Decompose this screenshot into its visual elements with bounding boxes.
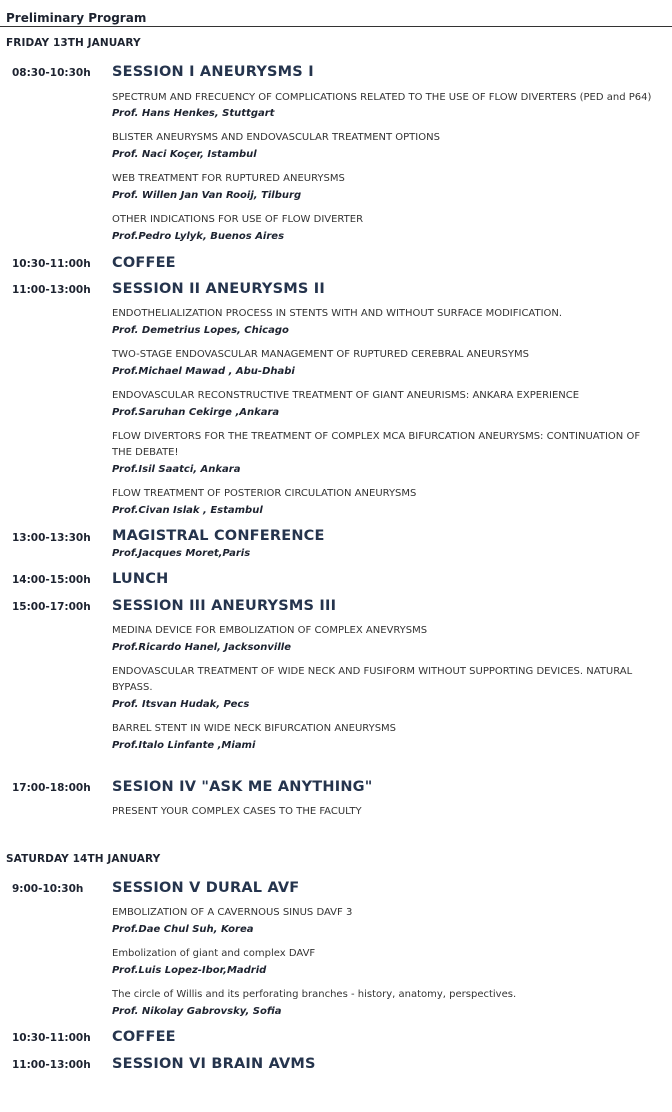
- session-heading: SESSION VI BRAIN AVMS: [112, 1056, 316, 1072]
- session-heading: SESSION III ANEURYSMS III: [112, 598, 337, 614]
- session-heading: SESSION V DURAL AVF: [112, 880, 300, 896]
- talk-speaker: Prof. Demetrius Lopes, Chicago: [112, 325, 289, 336]
- talk-speaker: Prof.Civan Islak , Estambul: [112, 505, 263, 516]
- talk-speaker: Prof.Ricardo Hanel, Jacksonville: [112, 642, 291, 653]
- talk-title: SPECTRUM AND FRECUENCY OF COMPLICATIONS RELATED TO THE USE OF FLOW DIVERTERS (PED and P64): [112, 92, 652, 103]
- talk-speaker: Prof. Naci Koçer, Istambul: [112, 149, 257, 160]
- session-heading: MAGISTRAL CONFERENCE: [112, 528, 325, 544]
- page-title: Preliminary Program: [6, 11, 147, 25]
- talk-title: BARREL STENT IN WIDE NECK BIFURCATION ANEURYSMS: [112, 723, 397, 734]
- talk-title: MEDINA DEVICE FOR EMBOLIZATION OF COMPLEX ANEVRYSMS: [112, 625, 428, 636]
- talk-title: FLOW DIVERTORS FOR THE TREATMENT OF COMPLEX MCA BIFURCATION ANEURYSMS: CONTINUATION OF THE DEBATE!: [112, 431, 641, 458]
- slot-time: 10:30-11:00h: [12, 258, 91, 270]
- slot-time: 11:00-13:00h: [12, 1059, 91, 1071]
- talk-speaker: Prof. Hans Henkes, Stuttgart: [112, 108, 275, 119]
- talk-speaker: Prof.Dae Chul Suh, Korea: [112, 924, 254, 935]
- talk-speaker: Prof.Michael Mawad , Abu-Dhabi: [112, 366, 295, 377]
- session-heading: SESSION II ANEURYSMS II: [112, 281, 325, 297]
- slot-time: 13:00-13:30h: [12, 532, 91, 544]
- talk-title: EMBOLIZATION OF A CAVERNOUS SINUS DAVF 3: [112, 907, 353, 918]
- session-heading: COFFEE: [112, 255, 176, 271]
- talk-speaker: Prof.Luis Lopez-Ibor,Madrid: [112, 965, 267, 976]
- session-heading: SESION IV "ASK ME ANYTHING": [112, 779, 373, 795]
- slot-time: 17:00-18:00h: [12, 782, 91, 794]
- talk-speaker: Prof. Itsvan Hudak, Pecs: [112, 699, 250, 710]
- talk-speaker: Prof.Pedro Lylyk, Buenos Aires: [112, 231, 285, 242]
- talk-speaker: Prof. Nikolay Gabrovsky, Sofia: [112, 1006, 282, 1017]
- talk-title: ENDOTHELIALIZATION PROCESS IN STENTS WITH AND WITHOUT SURFACE MODIFICATION.: [112, 308, 563, 319]
- talk-title: BLISTER ANEURYSMS AND ENDOVASCULAR TREATMENT OPTIONS: [112, 132, 440, 143]
- talk-title: TWO-STAGE ENDOVASCULAR MANAGEMENT OF RUPTURED CEREBRAL ANEURSYMS: [112, 349, 529, 360]
- talk-speaker: Prof.Saruhan Cekirge ,Ankara: [112, 407, 280, 418]
- slot-time: 9:00-10:30h: [12, 883, 84, 895]
- slot-time: 11:00-13:00h: [12, 284, 91, 296]
- session-heading: COFFEE: [112, 1029, 176, 1045]
- talk-speaker: Prof.Isil Saatci, Ankara: [112, 464, 241, 475]
- talk-speaker: Prof.Jacques Moret,Paris: [112, 548, 251, 559]
- talk-title: FLOW TREATMENT OF POSTERIOR CIRCULATION ANEURYSMS: [112, 488, 417, 499]
- talk-title: WEB TREATMENT FOR RUPTURED ANEURYSMS: [112, 173, 345, 184]
- talk-title: PRESENT YOUR COMPLEX CASES TO THE FACULTY: [112, 806, 362, 817]
- talk-speaker: Prof. Willen Jan Van Rooij, Tilburg: [112, 190, 302, 201]
- talk-title: Embolization of giant and complex DAVF: [112, 948, 316, 959]
- slot-time: 15:00-17:00h: [12, 601, 91, 613]
- slot-time: 08:30-10:30h: [12, 67, 91, 79]
- talk-title: OTHER INDICATIONS FOR USE OF FLOW DIVERTER: [112, 214, 364, 225]
- talk-speaker: Prof.Italo Linfante ,Miami: [112, 740, 256, 751]
- day-heading-saturday: SATURDAY 14TH JANUARY: [6, 853, 161, 865]
- title-rule: [0, 26, 672, 27]
- talk-title: ENDOVASCULAR TREATMENT OF WIDE NECK AND FUSIFORM WITHOUT SUPPORTING DEVICES. NATURAL BYPASS.: [112, 666, 633, 693]
- talk-title: ENDOVASCULAR RECONSTRUCTIVE TREATMENT OF GIANT ANEURISMS: ANKARA EXPERIENCE: [112, 390, 580, 401]
- day-heading-friday: FRIDAY 13TH JANUARY: [6, 37, 141, 49]
- talk-title: The circle of Willis and its perforating branches - history, anatomy, perspectives.: [112, 989, 517, 1000]
- slot-time: 14:00-15:00h: [12, 574, 91, 586]
- session-heading: LUNCH: [112, 571, 169, 587]
- session-heading: SESSION I ANEURYSMS I: [112, 64, 314, 80]
- slot-time: 10:30-11:00h: [12, 1032, 91, 1044]
